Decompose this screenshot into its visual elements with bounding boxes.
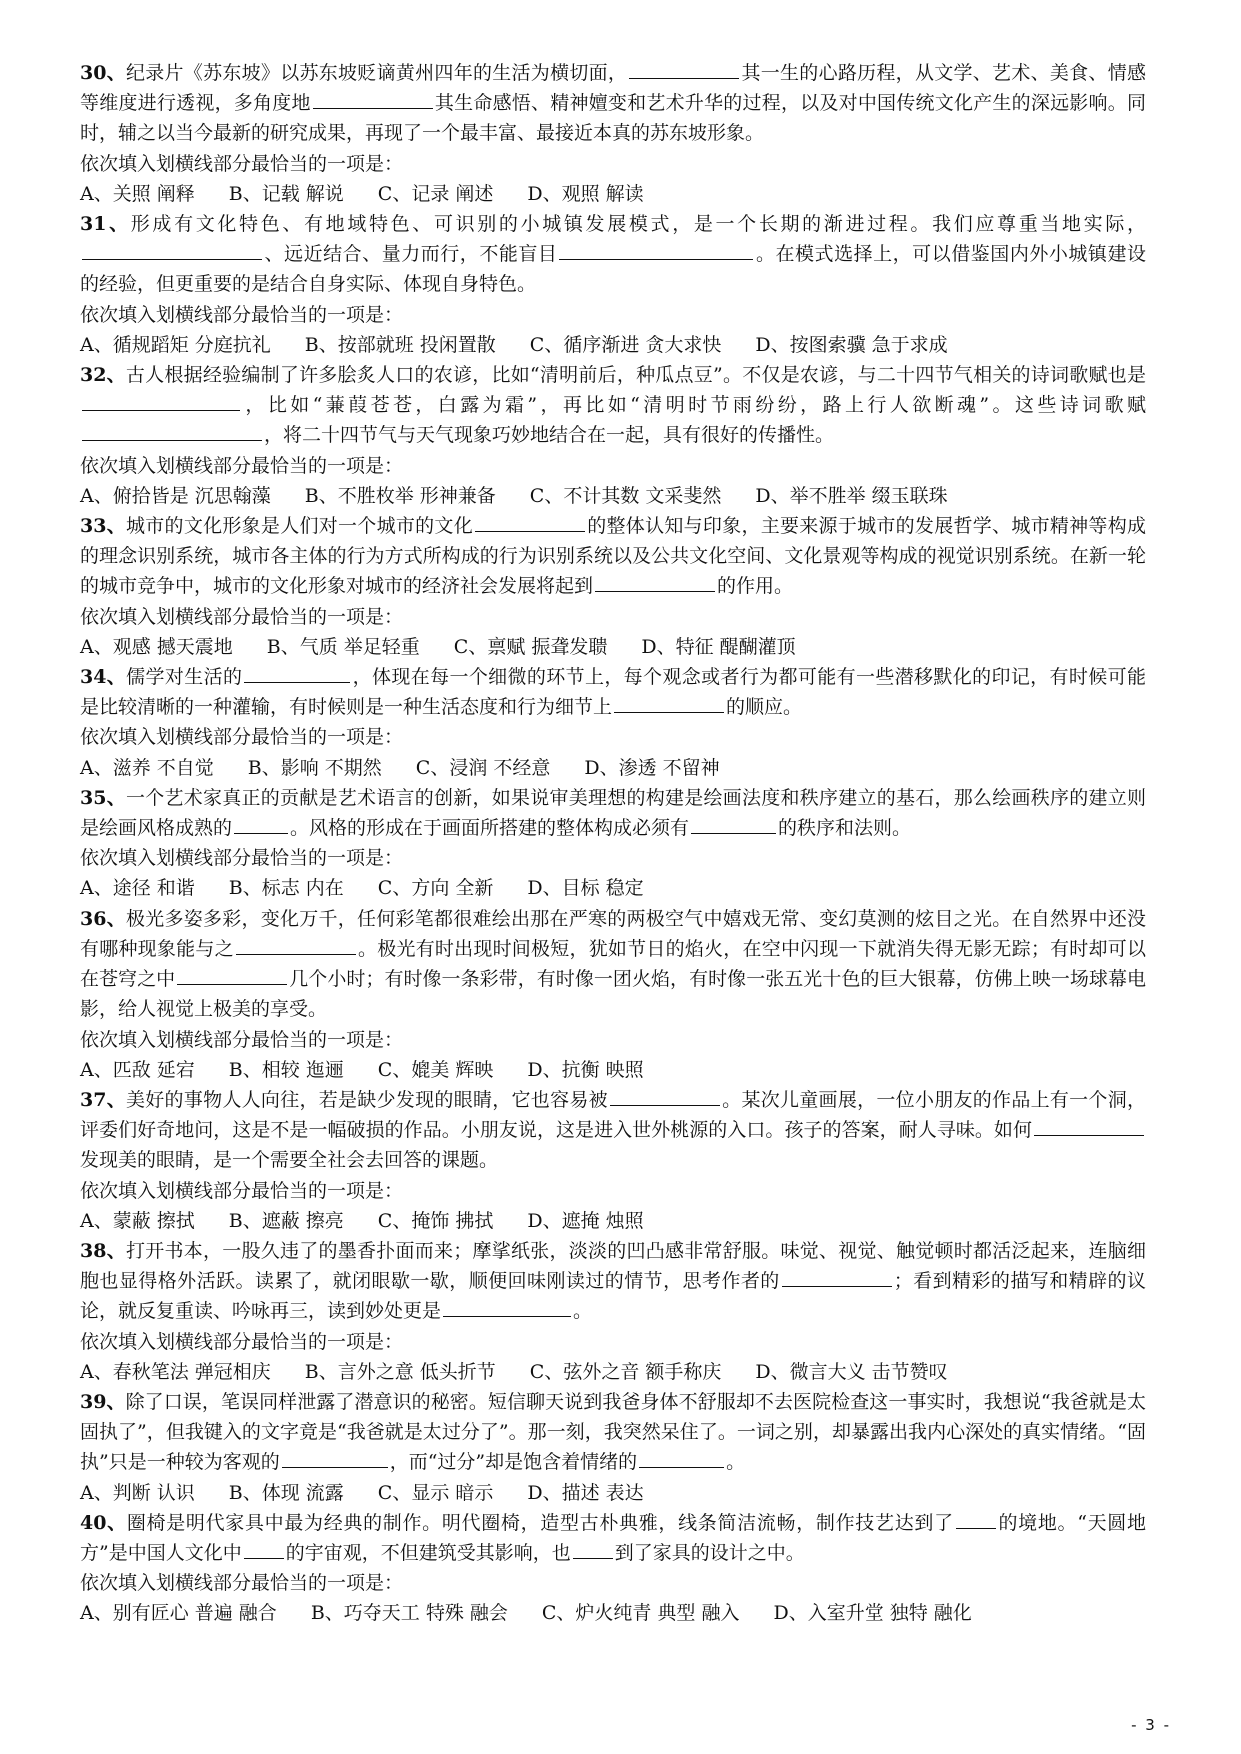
question-text: 美好的事物人人向往，若是缺少发现的眼睛，它也容易被 bbox=[126, 1088, 608, 1111]
question-39 bbox=[80, 1387, 1146, 1508]
options-row bbox=[80, 179, 1146, 209]
question-text: 其生命感悟、精神嬗变和艺术升华的过程，以及对中国传统文化产生的深远影响。同时，辅之以当今最新的研究成果，再现了一个最丰富、最接近本真的苏东坡形象。 bbox=[80, 92, 1146, 145]
option-a: A、关照 阐释 bbox=[80, 182, 195, 205]
options-row bbox=[80, 1478, 1146, 1508]
option-b: B、体现 流露 bbox=[228, 1481, 344, 1504]
question-number: 30、 bbox=[80, 62, 126, 84]
option-d: D、按图索骥 急于求成 bbox=[755, 333, 948, 356]
option-b: B、气质 举足轻重 bbox=[266, 635, 420, 658]
question-text: 的顺应。 bbox=[726, 696, 803, 719]
question-text: 。极光有时出现时间极短，犹如节日的焰火，在空中闪现一下就消失得无影无踪；有时却可以在苍穹之中 bbox=[80, 937, 1146, 991]
question-prompt: 依次填入划横线部分最恰当的一项是： bbox=[80, 303, 404, 326]
options-row bbox=[80, 1206, 1146, 1236]
option-d: D、入室升堂 独特 融化 bbox=[773, 1602, 972, 1625]
blank-line bbox=[282, 1448, 388, 1468]
option-b: B、记载 解说 bbox=[228, 182, 344, 205]
question-prompt: 依次填入划横线部分最恰当的一项是： bbox=[80, 1330, 404, 1353]
question-number: 38、 bbox=[80, 1239, 126, 1262]
question-text: 其一生的心路历程，从文学、艺术、美食、情感等维度进行透视，多角度地 bbox=[80, 62, 1146, 115]
option-c: C、媲美 辉映 bbox=[377, 1058, 494, 1081]
question-sheet bbox=[80, 58, 1146, 1629]
options-row bbox=[80, 330, 1146, 360]
question-prompt: 依次填入划横线部分最恰当的一项是： bbox=[80, 454, 404, 477]
question-text: 极光多姿多彩，变化万千，任何彩笔都很难绘出那在严寒的两极空气中嬉戏无常、变幻莫测的炫目之光。在自然界中还没有哪种现象能与之 bbox=[80, 907, 1146, 960]
option-c: C、炉火纯青 典型 融入 bbox=[541, 1602, 740, 1625]
blank-line bbox=[234, 814, 288, 834]
option-c: C、记录 阐述 bbox=[377, 182, 494, 205]
question-text: 打开书本，一股久违了的墨香扑面而来；摩挲纸张，淡淡的凹凸感非常舒服。味觉、视觉、触觉顿时都活泛起来，连脑细胞也显得格外活跃。读累了，就闭眼歇一歇，顺便回味刚读过的情节，思考作者的 bbox=[80, 1239, 1146, 1293]
option-c: C、循序渐进 贪大求快 bbox=[529, 333, 722, 356]
question-number: 33、 bbox=[80, 515, 126, 538]
question-text: 、远近结合、量力而行，不能盲目 bbox=[264, 243, 558, 266]
question-text: ，体现在每一个细微的环节上，每个观念或者行为都可能有一些潜移默化的印记，有时候可能是比较清晰的一种灌输，有时候则是一种生活态度和行为细节上 bbox=[80, 666, 1146, 719]
options-row bbox=[80, 632, 1146, 662]
question-38 bbox=[80, 1236, 1146, 1387]
option-d: D、遮掩 烛照 bbox=[527, 1209, 644, 1232]
blank-line bbox=[691, 814, 776, 834]
option-a: A、俯拾皆是 沉思翰藻 bbox=[80, 484, 271, 507]
question-number: 40、 bbox=[80, 1511, 127, 1534]
blank-line bbox=[559, 240, 753, 260]
option-d: D、渗透 不留神 bbox=[584, 756, 720, 779]
question-number: 31、 bbox=[80, 213, 131, 236]
blank-line bbox=[610, 1086, 720, 1106]
question-text: 圈椅是明代家具中最为经典的制作。明代圈椅，造型古朴典雅，线条简洁流畅，制作技艺达到了 bbox=[126, 1511, 954, 1534]
blank-line bbox=[782, 1267, 892, 1287]
blank-line bbox=[82, 421, 262, 441]
question-prompt: 依次填入划横线部分最恰当的一项是： bbox=[80, 726, 404, 749]
blank-line bbox=[1034, 1116, 1144, 1136]
option-d: D、目标 稳定 bbox=[527, 877, 644, 900]
option-a: A、观感 撼天震地 bbox=[80, 635, 233, 658]
option-b: B、遮蔽 擦亮 bbox=[228, 1209, 344, 1232]
option-c: C、显示 暗示 bbox=[377, 1481, 494, 1504]
blank-line bbox=[475, 512, 585, 532]
option-c: C、不计其数 文采斐然 bbox=[529, 484, 722, 507]
option-a: A、春秋笔法 弹冠相庆 bbox=[80, 1360, 271, 1383]
question-text: 儒学对生活的 bbox=[126, 666, 243, 689]
option-d: D、观照 解读 bbox=[527, 182, 644, 205]
question-33 bbox=[80, 511, 1146, 662]
question-text: 。风格的形成在于画面所搭建的整体构成必须有 bbox=[290, 817, 690, 840]
blank-line bbox=[614, 693, 724, 713]
blank-line bbox=[639, 1448, 724, 1468]
question-text: ；看到精彩的描写和精辟的议论，就反复重读、吟咏再三，读到妙处更是 bbox=[80, 1270, 1146, 1323]
blank-line bbox=[573, 1539, 613, 1559]
blank-line bbox=[629, 59, 739, 79]
option-c: C、掩饰 拂拭 bbox=[377, 1209, 494, 1232]
question-prompt: 依次填入划横线部分最恰当的一项是： bbox=[80, 1179, 404, 1202]
blank-line bbox=[956, 1509, 996, 1529]
question-32 bbox=[80, 360, 1146, 511]
option-c: C、方向 全新 bbox=[377, 877, 494, 900]
question-text: 的宇宙观，不但建筑受其影响，也 bbox=[285, 1541, 571, 1564]
question-text: 形成有文化特色、有地域特色、可识别的小城镇发展模式，是一个长期的渐进过程。我们应尊重当地实际， bbox=[130, 213, 1146, 236]
question-prompt: 依次填入划横线部分最恰当的一项是： bbox=[80, 1028, 404, 1051]
question-35 bbox=[80, 783, 1146, 904]
question-prompt: 依次填入划横线部分最恰当的一项是： bbox=[80, 605, 404, 628]
option-a: A、别有匠心 普遍 融合 bbox=[80, 1602, 277, 1625]
question-text: ，比如“蒹葭苍苍，白露为霜”，再比如“清明时节雨纷纷，路上行人欲断魂”。这些诗词歌赋 bbox=[242, 394, 1146, 417]
options-row bbox=[80, 753, 1146, 783]
question-number: 39、 bbox=[80, 1390, 126, 1413]
question-text: 的作用。 bbox=[717, 575, 794, 598]
option-d: D、抗衡 映照 bbox=[527, 1058, 644, 1081]
question-31 bbox=[80, 209, 1146, 360]
option-b: B、按部就班 投闲置散 bbox=[304, 333, 496, 356]
option-b: B、相较 迤逦 bbox=[228, 1058, 344, 1081]
blank-line bbox=[82, 391, 240, 411]
options-row bbox=[80, 873, 1146, 903]
question-text: 。 bbox=[573, 1300, 593, 1323]
option-d: D、微言大义 击节赞叹 bbox=[755, 1360, 948, 1383]
question-prompt: 依次填入划横线部分最恰当的一项是： bbox=[80, 847, 404, 870]
question-text: 除了口误，笔误同样泄露了潜意识的秘密。短信聊天说到我爸身体不舒服却不去医院检查这一事实时，我想说“我爸就是太固执了”，但我键入的文字竟是“我爸就是太过分了”。那一刻，我突然呆住了。一词之别，却暴露出我内心深处的真实情绪。“固执”只是一种较为客观的 bbox=[80, 1390, 1146, 1474]
question-number: 34、 bbox=[80, 666, 127, 689]
options-row bbox=[80, 1055, 1146, 1085]
question-40 bbox=[80, 1508, 1146, 1629]
option-b: B、巧夺天工 特殊 融会 bbox=[310, 1602, 508, 1625]
blank-line bbox=[244, 663, 350, 683]
question-34 bbox=[80, 662, 1146, 783]
question-number: 32、 bbox=[80, 364, 126, 387]
option-a: A、途径 和谐 bbox=[80, 877, 195, 900]
blank-line bbox=[177, 965, 287, 985]
question-text: 古人根据经验编制了许多脍炙人口的农谚，比如“清明前后，种瓜点豆”。不仅是农谚，与二十四节气相关的诗词歌赋也是 bbox=[125, 364, 1146, 387]
question-text: 。某次儿童画展，一位小朋友的作品上有一个洞，评委们好奇地问，这是不是一幅破损的作品。小朋友说，这是进入世外桃源的入口。孩子的答案，耐人寻味。如何 bbox=[80, 1088, 1146, 1142]
option-b: B、影响 不期然 bbox=[247, 756, 382, 779]
question-text: 发现美的眼睛，是一个需要全社会去回答的课题。 bbox=[80, 1149, 499, 1172]
question-text: ，而“过分”却是饱含着情绪的 bbox=[389, 1451, 638, 1474]
option-c: C、浸润 不经意 bbox=[415, 756, 551, 779]
question-number: 37、 bbox=[80, 1088, 126, 1111]
options-row bbox=[80, 1598, 1146, 1628]
blank-line bbox=[443, 1297, 571, 1317]
question-text: 几个小时；有时像一条彩带，有时像一团火焰，有时像一张五光十色的巨大银幕，仿佛上映一场球幕电影，给人视觉上极美的享受。 bbox=[80, 968, 1146, 1021]
page-number: - 3 - bbox=[1131, 1716, 1171, 1734]
options-row bbox=[80, 1357, 1146, 1387]
blank-line bbox=[236, 935, 356, 955]
blank-line bbox=[244, 1539, 284, 1559]
option-b: B、不胜枚举 形神兼备 bbox=[304, 484, 496, 507]
option-d: D、描述 表达 bbox=[527, 1481, 644, 1504]
question-37 bbox=[80, 1085, 1146, 1236]
option-a: A、滋养 不自觉 bbox=[80, 756, 214, 779]
question-text: 到了家具的设计之中。 bbox=[614, 1541, 805, 1564]
question-text: 。在模式选择上，可以借鉴国内外小城镇建设的经验，但更重要的是结合自身实际、体现自身特色。 bbox=[80, 243, 1146, 296]
question-number: 36、 bbox=[80, 907, 126, 930]
option-a: A、匹敌 延宕 bbox=[80, 1058, 195, 1081]
option-c: C、弦外之音 额手称庆 bbox=[529, 1360, 722, 1383]
question-36 bbox=[80, 904, 1146, 1085]
option-a: A、判断 认识 bbox=[80, 1481, 195, 1504]
question-text: 的秩序和法则。 bbox=[778, 817, 912, 840]
option-c: C、禀赋 振聋发聩 bbox=[453, 635, 608, 658]
question-30 bbox=[80, 58, 1146, 209]
question-text: 的整体认知与印象，主要来源于城市的发展哲学、城市精神等构成的理念识别系统，城市各主体的行为方式所构成的行为识别系统以及公共文化空间、文化景观等构成的视觉识别系统。在新一轮的城市竞争中，城市的文化形象对城市的经济社会发展将起到 bbox=[80, 515, 1146, 598]
blank-line bbox=[595, 572, 715, 592]
question-text: 的境地。“天圆地方”是中国人文化中 bbox=[80, 1511, 1146, 1564]
option-d: D、举不胜举 缀玉联珠 bbox=[755, 484, 948, 507]
blank-line bbox=[82, 240, 262, 260]
option-a: A、循规蹈矩 分庭抗礼 bbox=[80, 333, 271, 356]
question-text: 。 bbox=[726, 1451, 746, 1474]
option-b: B、言外之意 低头折节 bbox=[304, 1360, 496, 1383]
question-text: 一个艺术家真正的贡献是艺术语言的创新，如果说审美理想的构建是绘画法度和秩序建立的基石，那么绘画秩序的建立则是绘画风格成熟的 bbox=[80, 786, 1146, 840]
question-number: 35、 bbox=[80, 786, 126, 809]
option-b: B、标志 内在 bbox=[228, 877, 344, 900]
question-prompt: 依次填入划横线部分最恰当的一项是： bbox=[80, 1572, 404, 1595]
option-d: D、特征 醍醐灌顶 bbox=[641, 635, 796, 658]
question-text: ，将二十四节气与天气现象巧妙地结合在一起，具有很好的传播性。 bbox=[264, 424, 835, 447]
question-prompt: 依次填入划横线部分最恰当的一项是： bbox=[80, 152, 404, 175]
options-row bbox=[80, 481, 1146, 511]
question-text: 纪录片《苏东坡》以苏东坡贬谪黄州四年的生活为横切面， bbox=[126, 62, 628, 84]
question-text: 城市的文化形象是人们对一个城市的文化 bbox=[126, 515, 473, 538]
blank-line bbox=[313, 89, 433, 109]
option-a: A、蒙蔽 擦拭 bbox=[80, 1209, 195, 1232]
